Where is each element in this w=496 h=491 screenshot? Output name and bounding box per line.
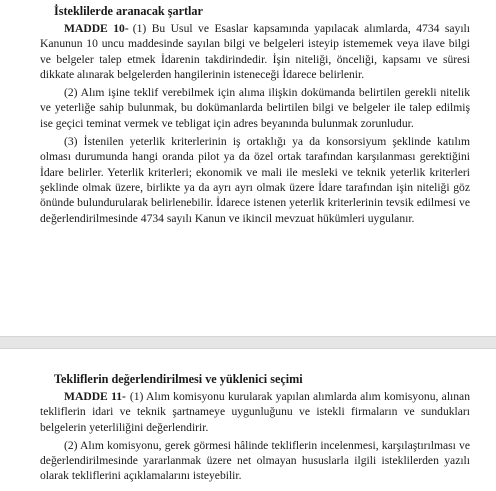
article-10-paragraph-1 [40, 21, 470, 82]
article-11-paragraph-1 [40, 389, 470, 435]
document-page-lower [0, 349, 496, 491]
article-10-paragraph-1-text: (1) Bu Usul ve Esaslar kapsamında yapılacak alımlarda, 4734 sayılı Kanunun 10 uncu maddesinde sayılan bilgi ve belgeleri isteyip istememek veya ilave bilgi ve belgeler talep etmek İdarenin takdirindedir. İşin niteliği, önceliği, kapsamı ve süresi dikkate alınarak belgelerden hangilerinin isteneceği İdarece belirlenir. [40, 22, 470, 81]
article-11-paragraph-1-text: (1) Alım komisyonu kurularak yapılan alımlarda alım komisyonu, alınan tekliflerin idari ve teknik şartnameye uygunluğunu ve istekli firmaların ve sundukları belgelerin yeterliliğini değerlendirir. [40, 390, 470, 434]
article-10-paragraph-2: (2) Alım işine teklif verebilmek için alıma ilişkin dokümanda belirtilen gerekli nitelik ve yeterliğe sahip bulunmak, bu dokümanlarda belirtilen bilgi ve belgeler ile talep edilmiş ise geçici teminat vermek ve tebligat için adres beyanında bulunmak zorunludur. [40, 86, 470, 130]
article-11-label: MADDE 11- [64, 390, 126, 403]
article-10-paragraph-3: (3) İstenilen yeterlik kriterlerinin iş ortaklığı ya da konsorsiyum şeklinde katılım olması durumunda hangi oranda pilot ya da özel ortak tarafından karşılanması gerektiğini İdare belirler. Yeterlik kriterleri; ekonomik ve mali ile mesleki ve teknik yeterlik kriterleri şeklinde olmak üzere, birlikte ya da ayrı ayrı olmak üzere İdare tarafından işin niteliği göz önünde bulundurularak belirlenebilir. İdarece istenen yeterlik kriterlerinin tevsik edilmesi ve değerlendirilmesinde 4734 sayılı Kanun ve ikincil mevzuat hükümleri uygulanır. [40, 135, 470, 225]
article-11-paragraph-2: (2) Alım komisyonu, gerek görmesi hâlinde tekliflerin incelenmesi, karşılaştırılması ve değerlendirilmesinde yararlanmak üzere net olmayan hususlarla ilgili isteklilerden yazılı olarak tekliflerini açıklamalarını isteyebilir. [40, 438, 470, 483]
article-10-label: MADDE 10- [64, 22, 129, 35]
section-heading-bidder-requirements: İsteklilerde aranacak şartlar [54, 4, 203, 18]
section-heading-bid-evaluation: Tekliflerin değerlendirilmesi ve yüklenici seçimi [54, 372, 303, 386]
page-break-divider [0, 336, 496, 349]
